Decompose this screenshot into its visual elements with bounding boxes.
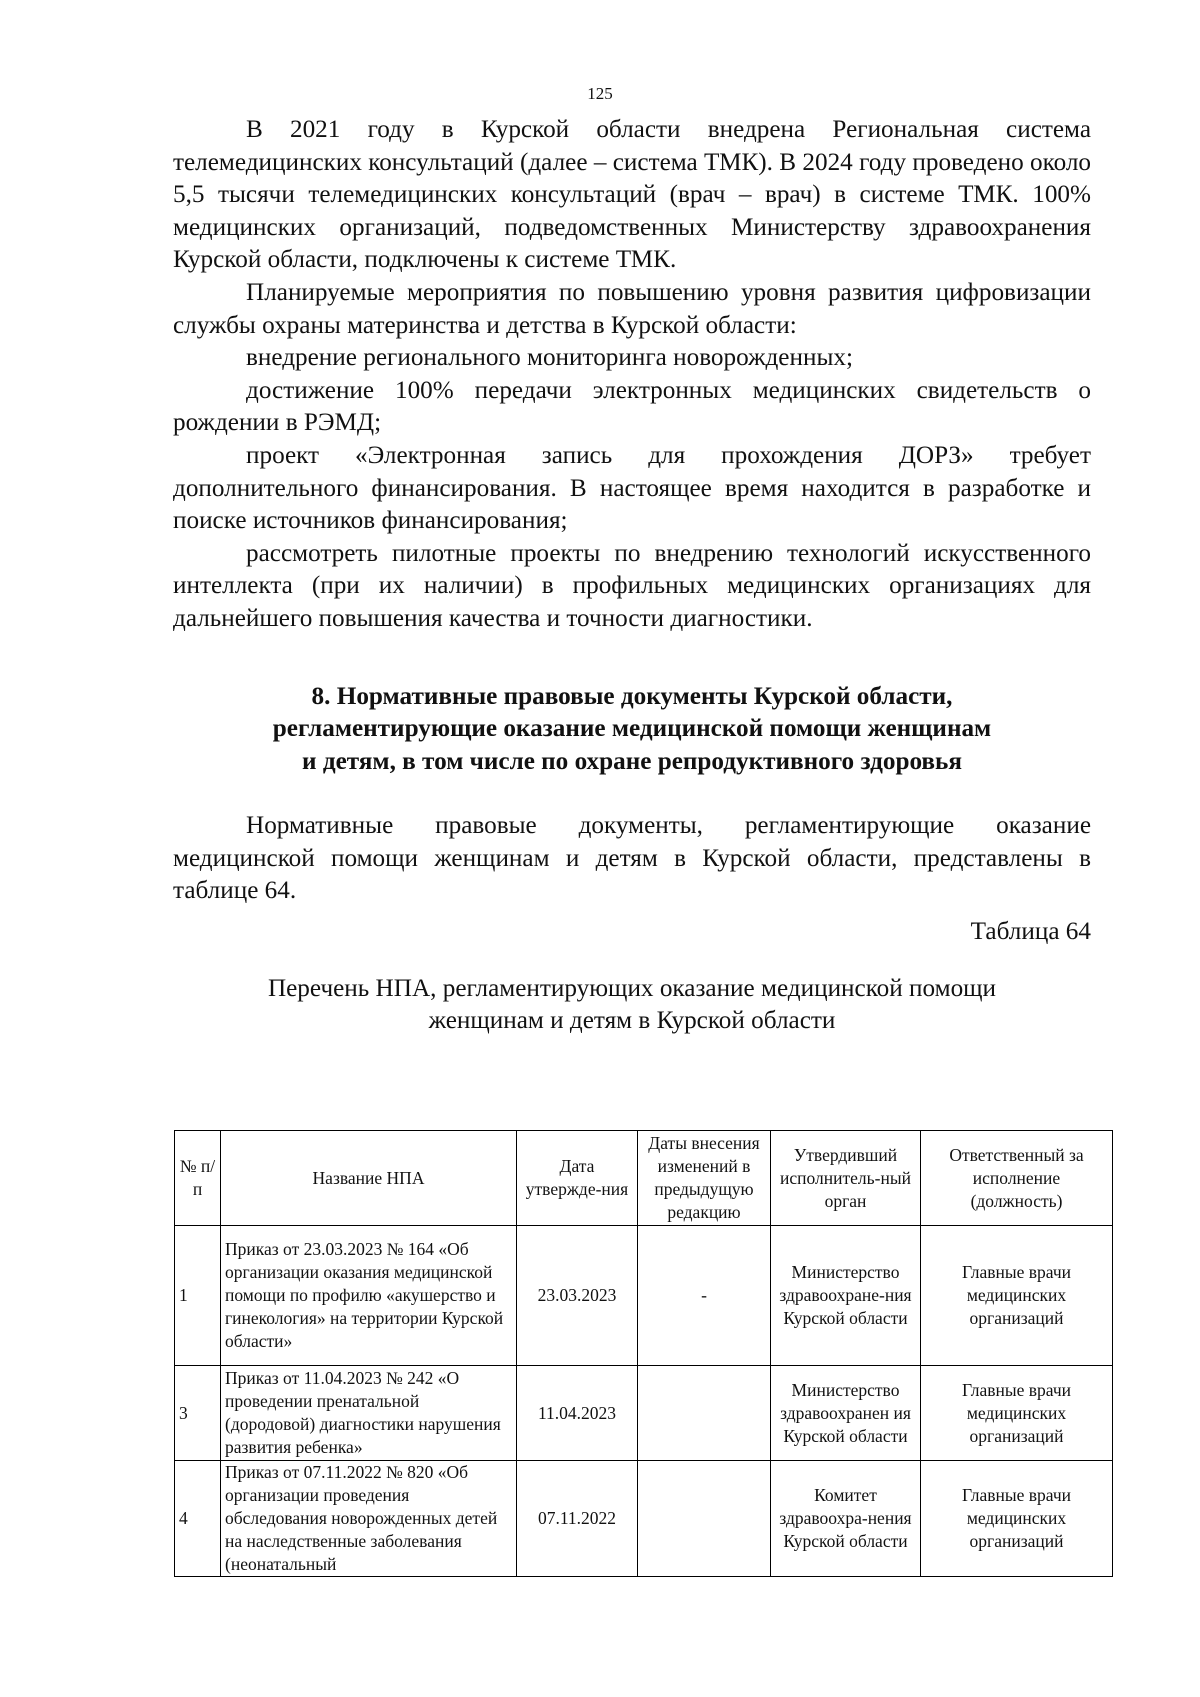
cell-date: 11.04.2023	[517, 1366, 638, 1461]
cell-responsible: Главные врачи медицинских организаций	[921, 1366, 1113, 1461]
header-authority: Утвердивший исполнитель-ный орган	[771, 1131, 921, 1226]
paragraph-ai-pilots: рассмотреть пилотные проекты по внедрению технологий искусственного интеллекта (при их наличии) в профильных медицинских организациях для дальнейшего повышения качества и точности диагностики.	[173, 539, 1091, 632]
page-number: 125	[587, 84, 613, 103]
table-header-row	[175, 1131, 1113, 1226]
table-row	[175, 1366, 1113, 1461]
paragraph-planned-measures: Планируемые мероприятия по повышению уровня развития цифровизации службы охраны материнства и детства в Курской области:	[173, 278, 1091, 339]
table-label: Таблица 64	[970, 918, 1091, 946]
section-heading-line-2: регламентирующие оказание медицинской помощи женщинам	[272, 715, 992, 743]
cell-changes	[638, 1461, 771, 1577]
section-heading-line-1: 8. Нормативные правовые документы Курской области,	[311, 682, 953, 710]
cell-num: 3	[175, 1366, 221, 1461]
cell-responsible: Главные врачи медицинских организаций	[921, 1226, 1113, 1366]
intro-paragraph: Нормативные правовые документы, регламентирующие оказание медицинской помощи женщинам и детям в Курской области, представлены в таблице 64.	[173, 812, 1091, 905]
header-responsible: Ответственный за исполнение (должность)	[921, 1131, 1113, 1226]
header-date: Дата утвержде-ния	[517, 1131, 638, 1226]
paragraph-dorz: проект «Электронная запись для прохождения ДОРЗ» требует дополнительного финансирования. В настоящее время находится в разработке и поиске источников финансирования;	[173, 441, 1091, 535]
cell-name: Приказ от 07.11.2022 № 820 «Об организации проведения обследования новорожденных детей на наследственные заболевания (неонатальный	[221, 1461, 517, 1577]
table-row	[175, 1461, 1113, 1577]
table-row	[175, 1226, 1113, 1366]
paragraph-tmk: В 2021 году в Курской области внедрена Региональная система телемедицинских консультаций (далее – система ТМК). В 2024 году проведено около 5,5 тысячи телемедицинских консультаций (врач – врач) в системе ТМК. 100% медицинских организаций, подведомственных Министерству здравоохранения Курской области, подключены к системе ТМК.	[173, 116, 1091, 274]
paragraph-remd: достижение 100% передачи электронных медицинских свидетельств о рождении в РЭМД;	[173, 376, 1091, 437]
cell-name: Приказ от 23.03.2023 № 164 «Об организации оказания медицинской помощи по профилю «акушерство и гинекология» на территории Курской области»	[221, 1226, 517, 1366]
cell-responsible: Главные врачи медицинских организаций	[921, 1461, 1113, 1577]
cell-name: Приказ от 11.04.2023 № 242 «О проведении пренатальной (дородовой) диагностики нарушения развития ребенка»	[221, 1366, 517, 1461]
header-num: № п/п	[175, 1131, 221, 1226]
cell-num: 4	[175, 1461, 221, 1577]
cell-authority: Комитет здравоохра-нения Курской области	[771, 1461, 921, 1577]
paragraph-monitoring: внедрение регионального мониторинга новорожденных;	[246, 344, 853, 372]
header-changes: Даты внесения изменений в предыдущую редакцию	[638, 1131, 771, 1226]
table-caption-line-2: женщинам и детям в Курской области	[428, 1007, 836, 1035]
npa-table	[174, 1130, 1113, 1577]
cell-changes	[638, 1366, 771, 1461]
cell-date: 23.03.2023	[517, 1226, 638, 1366]
header-name: Название НПА	[221, 1131, 517, 1226]
section-heading-line-3: и детям, в том числе по охране репродуктивного здоровья	[302, 747, 962, 775]
cell-authority: Министерство здравоохране-ния Курской области	[771, 1226, 921, 1366]
document-body	[173, 114, 1091, 1038]
table-caption-line-1: Перечень НПА, регламентирующих оказание медицинской помощи	[267, 974, 997, 1002]
cell-authority: Министерство здравоохранен ия Курской области	[771, 1366, 921, 1461]
cell-date: 07.11.2022	[517, 1461, 638, 1577]
cell-changes: -	[638, 1226, 771, 1366]
cell-num: 1	[175, 1226, 221, 1366]
